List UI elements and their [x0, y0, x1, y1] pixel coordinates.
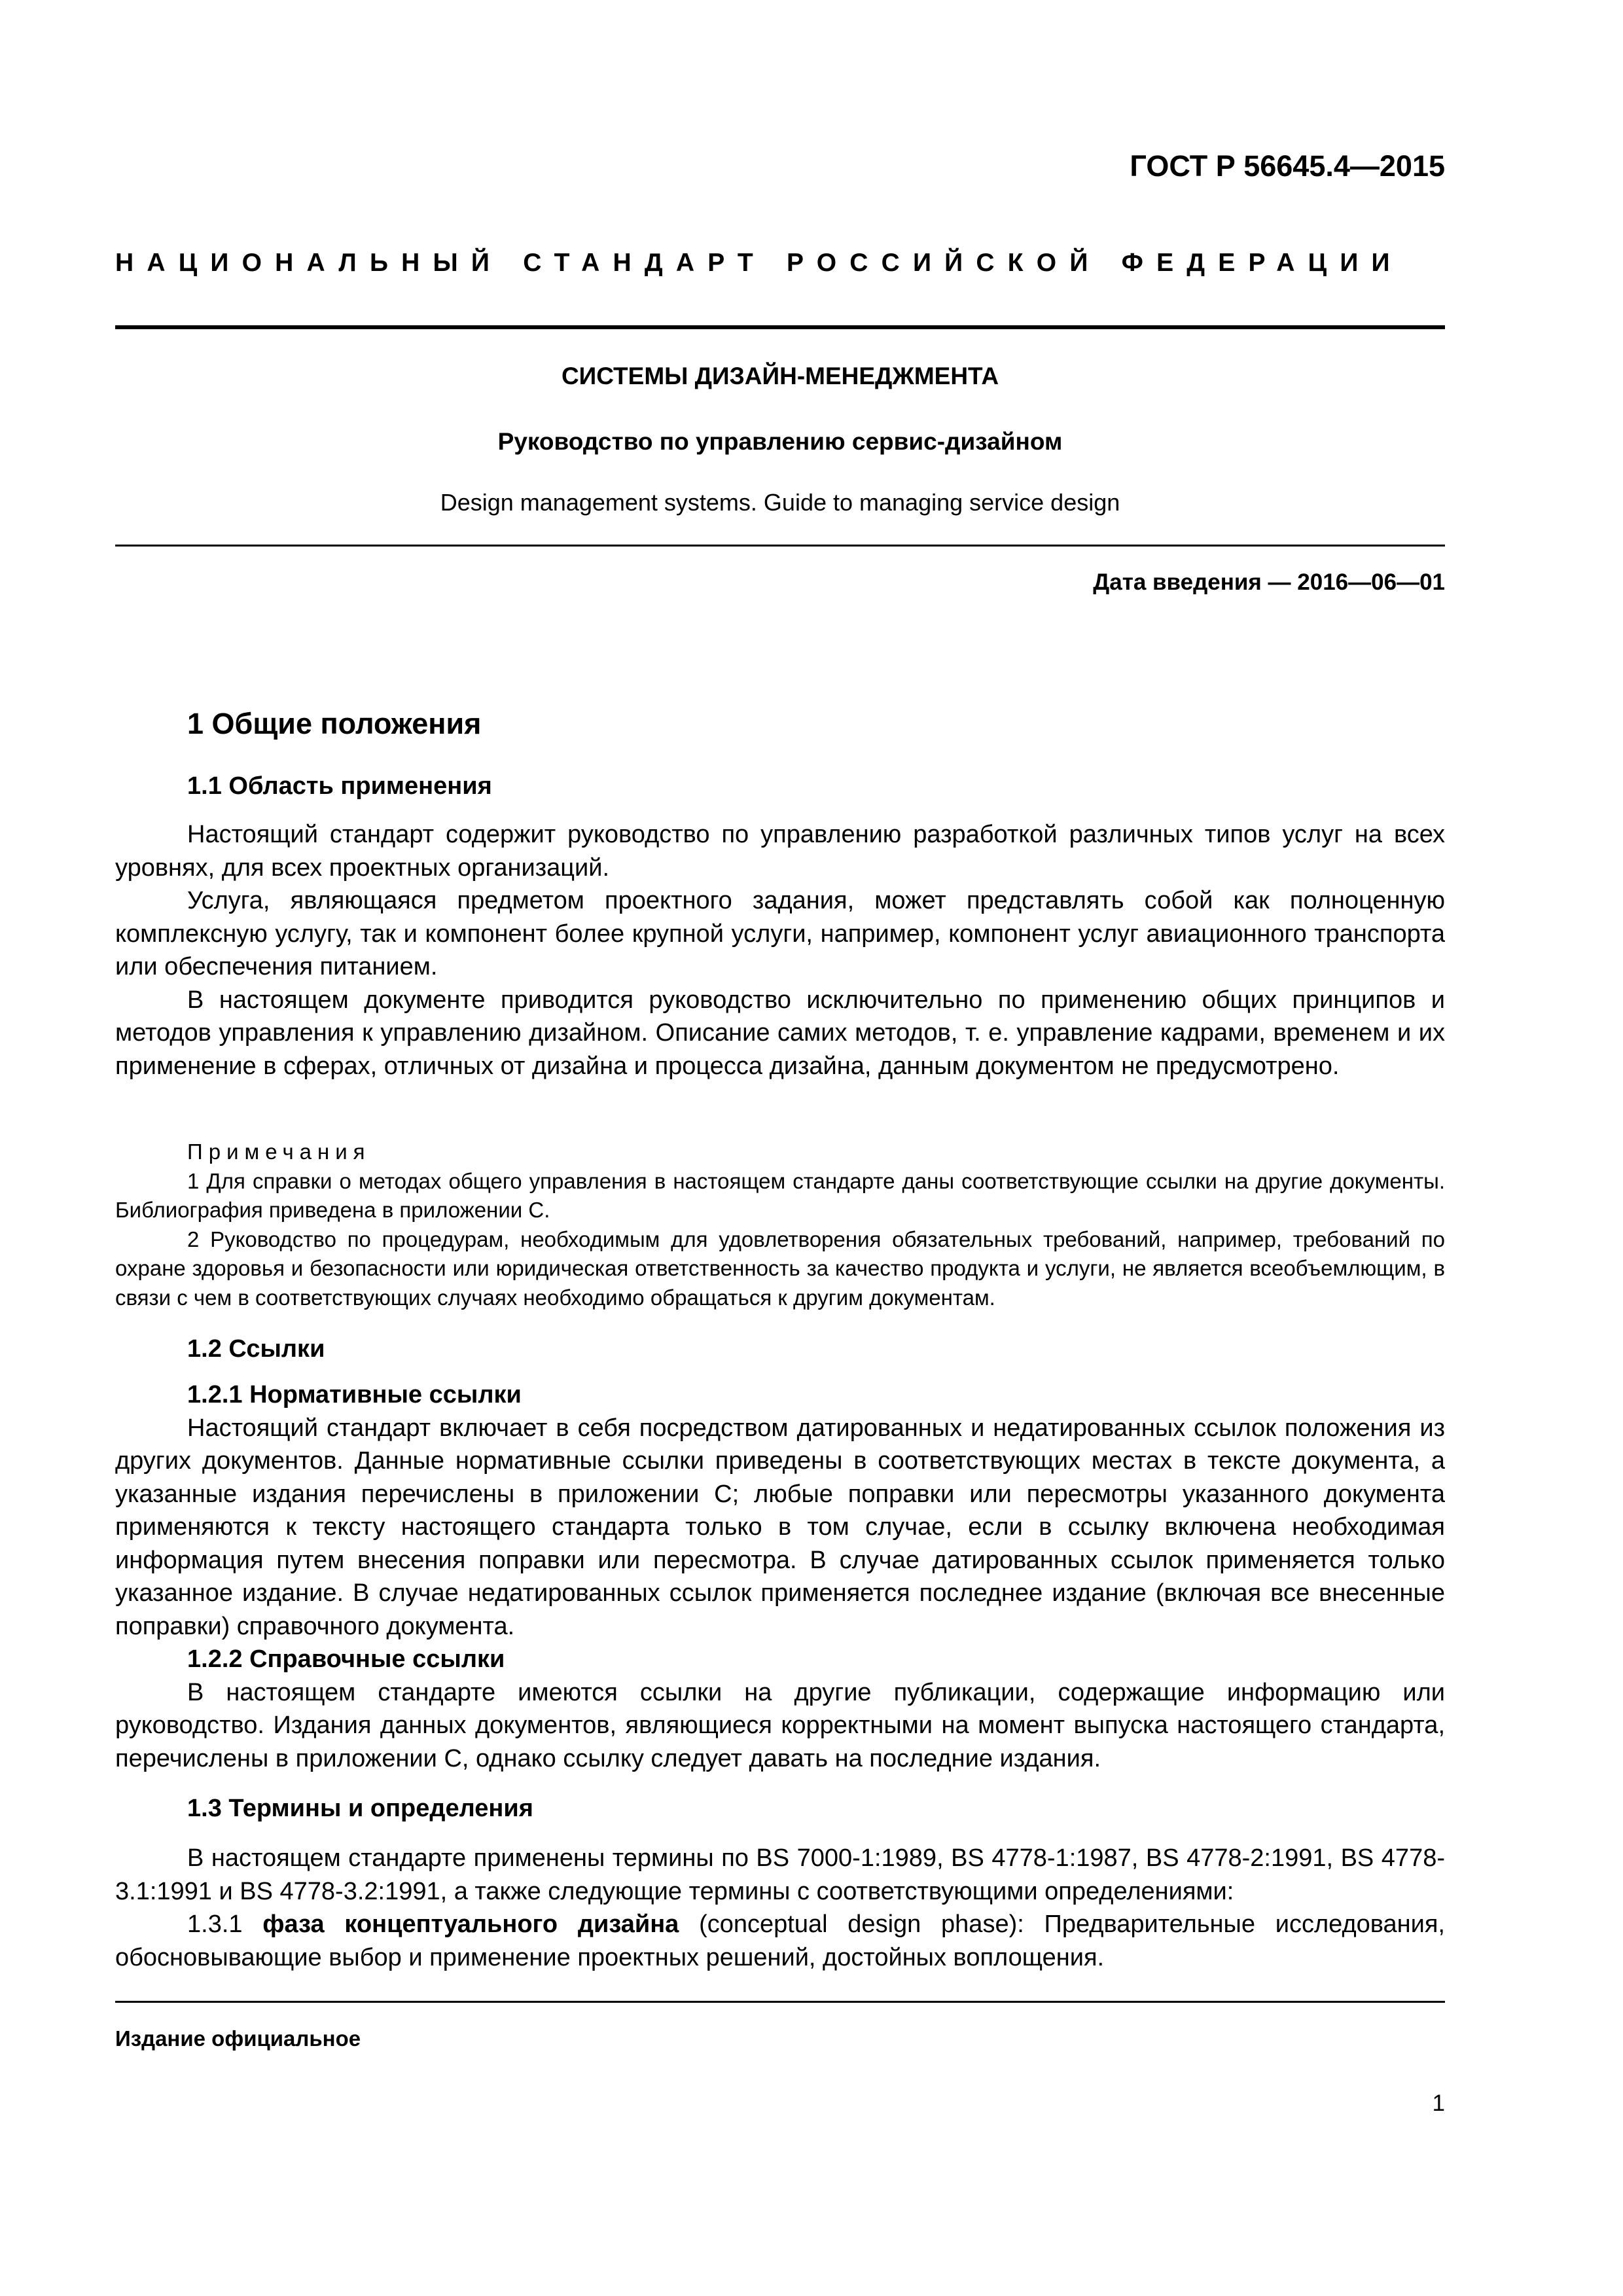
term-definition-text: (conceptual design phase): Предварительные исследования, обосновывающие выбор и применение проектных решений, достойных воплощения.: [115, 1910, 1445, 1971]
term-name: фаза концептуального дизайна: [262, 1910, 679, 1938]
introduction-date: Дата введения — 2016—06—01: [1093, 569, 1445, 595]
notes-block: [115, 1138, 1445, 1312]
paragraph: В настоящем документе приводится руководство исключительно по применению общих принципов и методов управления к управлению дизайном. Описание самих методов, т. е. управление кадрами, временем и их применение в сферах, отличных от дизайна и процесса дизайна, данным документом не предусмотрено.: [115, 986, 1445, 1080]
section-1-2-heading: 1.2 Ссылки: [187, 1335, 325, 1363]
top-divider: [115, 325, 1445, 329]
section-1-1-heading: 1.1 Область применения: [187, 772, 492, 800]
footer-divider: [115, 2001, 1445, 2003]
standard-number: ГОСТ Р 56645.4—2015: [1130, 149, 1445, 183]
section-1-2-1-heading: 1.2.1 Нормативные ссылки: [187, 1381, 522, 1408]
section-1-3-heading: 1.3 Термины и определения: [187, 1795, 533, 1822]
paragraph: Услуга, являющаяся предметом проектного задания, может представлять собой как полноценную комплексную услугу, так и компонент более крупной услуги, например, компонент услуг авиационного транспорта или обеспечения питанием.: [115, 887, 1445, 980]
paragraph: Настоящий стандарт включает в себя посредством датированных и недатированных ссылок положения из других документов. Данные нормативные ссылки приведены в соответствующих местах в тексте документа, а указанные издания перечислены в приложении С; любые поправки или пересмотры указанного документа применяются к тексту настоящего стандарта только в том случае, если в ссылку включена необходимая информация путем внесения поправки или пересмотра. В случае датированных ссылок применяется только указанное издание. В случае недатированных ссылок применяется последнее издание (включая все внесенные поправки) справочного документа.: [115, 1414, 1445, 1640]
english-title: Design management systems. Guide to managing service design: [440, 489, 1120, 516]
section-1-2-body: [115, 1378, 1445, 1775]
section-1-3-body: [115, 1842, 1445, 1974]
official-edition-label: Издание официальное: [115, 2026, 361, 2051]
note-item: 2 Руководство по процедурам, необходимым для удовлетворения обязательных требований, например, требований по охране здоровья и безопасности или юридическая ответственность за качество продукта и услуги, не является всеобъемлющим, в связи с чем в соответствующих случаях необходимо обращаться к другим документам.: [115, 1227, 1445, 1310]
section-1-heading: 1 Общие положения: [187, 707, 482, 740]
title-divider: [115, 545, 1445, 547]
section-1-2-2-heading: 1.2.2 Справочные ссылки: [187, 1645, 505, 1673]
notes-title: Примечания: [187, 1139, 371, 1164]
note-item: 1 Для справки о методах общего управления в настоящем стандарте даны соответствующие ссылки на другие документы. Библиография приведена в приложении С.: [115, 1168, 1445, 1222]
national-standard-banner: НАЦИОНАЛЬНЫЙ СТАНДАРТ РОССИЙСКОЙ ФЕДЕРАЦИИ: [115, 249, 1403, 277]
document-title: СИСТЕМЫ ДИЗАЙН-МЕНЕДЖМЕНТА: [561, 363, 999, 389]
paragraph: В настоящем стандарте применены термины по BS 7000-1:1989, BS 4778-1:1987, BS 4778-2:1991, BS 4778-3.1:1991 и BS 4778-3.2:1991, а также следующие термины с соответствующими определениями:: [115, 1844, 1445, 1905]
page-number: 1: [1432, 2090, 1445, 2116]
section-1-1-body: [115, 818, 1445, 1083]
paragraph: В настоящем стандарте имеются ссылки на другие публикации, содержащие информацию или руководство. Издания данных документов, являющиеся корректными на момент выпуска настоящего стандарта, перечислены в приложении С, однако ссылку следует давать на последние издания.: [115, 1678, 1445, 1772]
term-number: 1.3.1: [187, 1910, 243, 1938]
paragraph: Настоящий стандарт содержит руководство по управлению разработкой различных типов услуг на всех уровнях, для всех проектных организаций.: [115, 821, 1445, 882]
document-subtitle: Руководство по управлению сервис-дизайном: [497, 428, 1063, 455]
term-definition: [115, 1908, 1445, 1974]
